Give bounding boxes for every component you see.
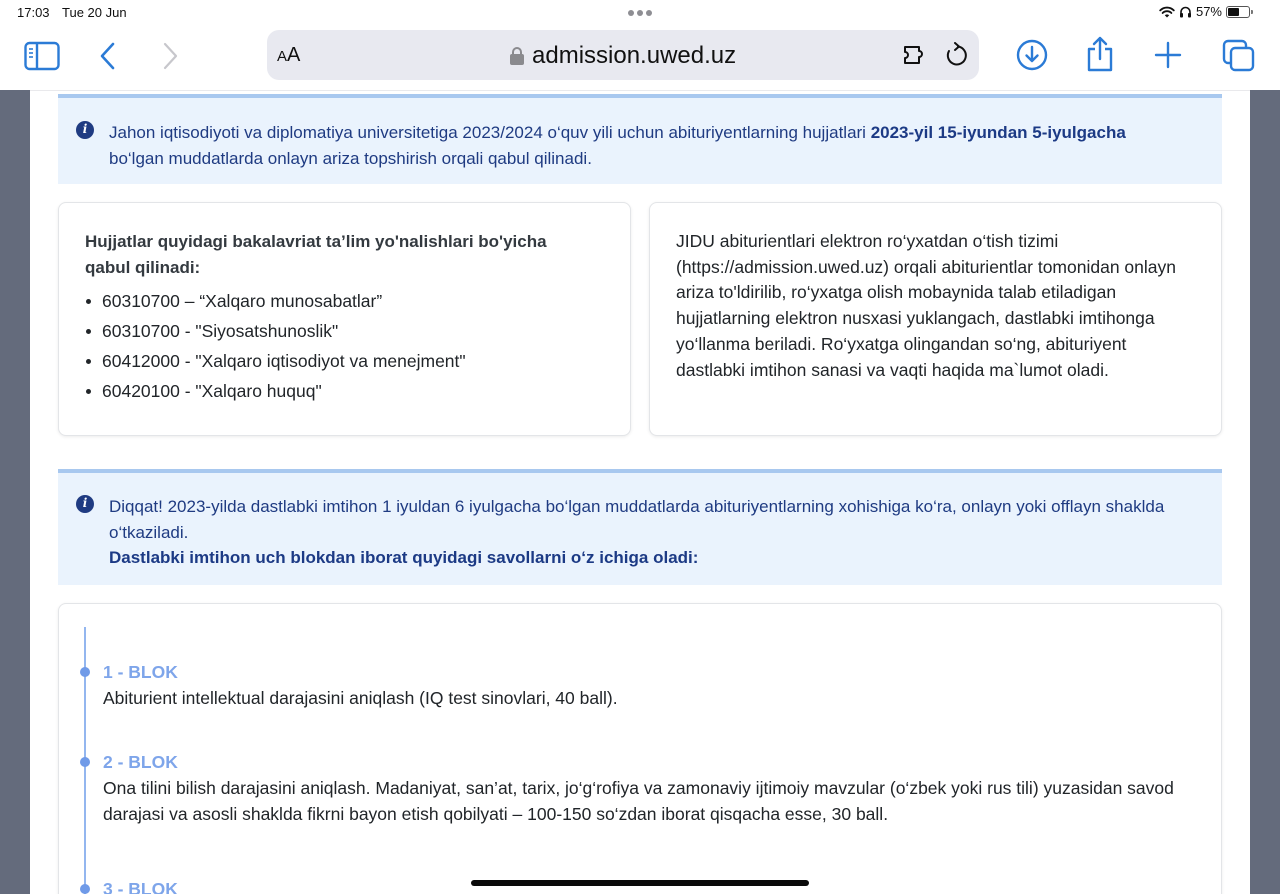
programs-title: Hujjatlar quyidagi bakalavriat ta’lim yo'nalishlari bo'yicha qabul qilinadi: [85, 232, 547, 277]
block-2-description: Ona tilini bilish darajasini aniqlash. Madaniyat, san’at, tarix, jo‘g‘rofiya va zamonaviy ijtimoiy mavzular (o‘zbek yoki rus tili) yuzasidan savod darajasi va asosli shaklda fikrni bayon etish qobilyati – 100-150 so‘zdan iborat qisqacha esse, 30 ball. [103, 778, 1174, 824]
alert-dates: 2023-yil 15-iyundan 5-iyulgacha [870, 123, 1126, 142]
registration-card [649, 202, 1222, 436]
home-indicator[interactable] [471, 880, 809, 886]
info-icon: i [76, 121, 94, 139]
status-date: Tue 20 Jun [62, 5, 127, 20]
text-size-button[interactable]: AA [277, 44, 301, 66]
alert-text-end: bo‘lgan muddatlarda onlayn ariza topshirish orqali qabul qilinadi. [109, 148, 592, 168]
exam-alert-text: Diqqat! 2023-yilda dastlabki imtihon 1 iyuldan 6 iyulgacha bo‘lgan muddatlarda abituriyentlarning xohishiga ko‘ra, onlayn yoki offlayn shaklda o‘tkaziladi. [109, 497, 1165, 542]
program-item: 60310700 - "Siyosatshunoslik" [85, 316, 590, 346]
back-icon [98, 41, 118, 71]
extension-button[interactable] [901, 42, 931, 68]
status-time: 17:03 [17, 5, 50, 20]
new-tab-icon [1154, 41, 1182, 69]
downloads-button[interactable] [1016, 39, 1048, 71]
info-icon: i [76, 495, 94, 513]
download-icon [1016, 39, 1048, 71]
status-indicators [1159, 4, 1250, 19]
program-item: 60420100 - "Xalqaro huquq" [85, 376, 590, 406]
battery-percent: 57% [1195, 4, 1222, 19]
alert-text: Jahon iqtisodiyoti va diplomatiya universitetiga 2023/2024 o‘quv yili uchun abituriyentlarning hujjatlari [109, 123, 871, 142]
url-text[interactable]: admission.uwed.uz [532, 42, 737, 69]
admission-dates-alert [58, 94, 1222, 184]
page-gutter-left [0, 90, 30, 894]
new-tab-button[interactable] [1154, 41, 1182, 69]
tabs-icon [1222, 39, 1256, 73]
sidebar-button[interactable] [24, 40, 60, 72]
registration-text: JIDU abiturientlari elektron ro‘yxatdan o‘tish tizimi (https://admission.uwed.uz) orqali abiturientlar tomonidan onlayn ariza to'ldirilib, ro‘yxatga olish mobaynida talab etiladigan hujjatlarning elektron nusxasi yuklangach, dastlabki imtihonga yo‘llanma beriladi. Ro‘yxatga olingandan so‘ng, abituriyent dastlabki imtihon sanasi va vaqti haqida ma`lumot oladi. [676, 231, 1176, 380]
reload-button[interactable] [943, 41, 969, 69]
timeline-dot [80, 884, 90, 894]
program-item: 60310700 – “Xalqaro munosabatlar” [85, 286, 590, 316]
battery-icon [1226, 6, 1250, 18]
page-gutter-right [1250, 90, 1280, 894]
programs-list [85, 286, 590, 406]
browser-toolbar [0, 26, 1280, 90]
programs-card [58, 202, 631, 436]
wifi-icon [1159, 6, 1175, 18]
timeline-dot [80, 757, 90, 767]
share-icon [1085, 35, 1115, 73]
reload-icon [944, 42, 968, 68]
block-2-title: 2 - BLOK [103, 752, 178, 772]
program-item: 60412000 - "Xalqaro iqtisodiyot va menejment" [85, 346, 590, 376]
extension-icon [902, 43, 930, 67]
forward-icon [160, 41, 180, 71]
tabs-overview-button[interactable] [1222, 39, 1256, 73]
exam-alert-bold: Dastlabki imtihon uch blokdan iborat quyidagi savollarni o‘z ichiga oladi: [109, 548, 699, 567]
timeline-dot [80, 667, 90, 677]
lock-icon [510, 47, 524, 65]
exam-alert [58, 469, 1222, 585]
share-button[interactable] [1085, 35, 1115, 73]
block-1-description: Abiturient intellektual darajasini aniqlash (IQ test sinovlari, 40 ball). [103, 688, 618, 708]
forward-button[interactable] [158, 40, 182, 72]
block-3-title: 3 - BLOK [103, 879, 178, 894]
back-button[interactable] [96, 40, 120, 72]
status-bar [0, 0, 1280, 26]
multitasking-dots-icon[interactable] [628, 10, 652, 16]
block-1-title: 1 - BLOK [103, 662, 178, 682]
exam-blocks-card [58, 603, 1222, 894]
headphones-icon [1179, 5, 1192, 18]
address-bar[interactable] [267, 30, 979, 80]
web-page-content [30, 90, 1250, 894]
sidebar-icon [24, 41, 60, 71]
